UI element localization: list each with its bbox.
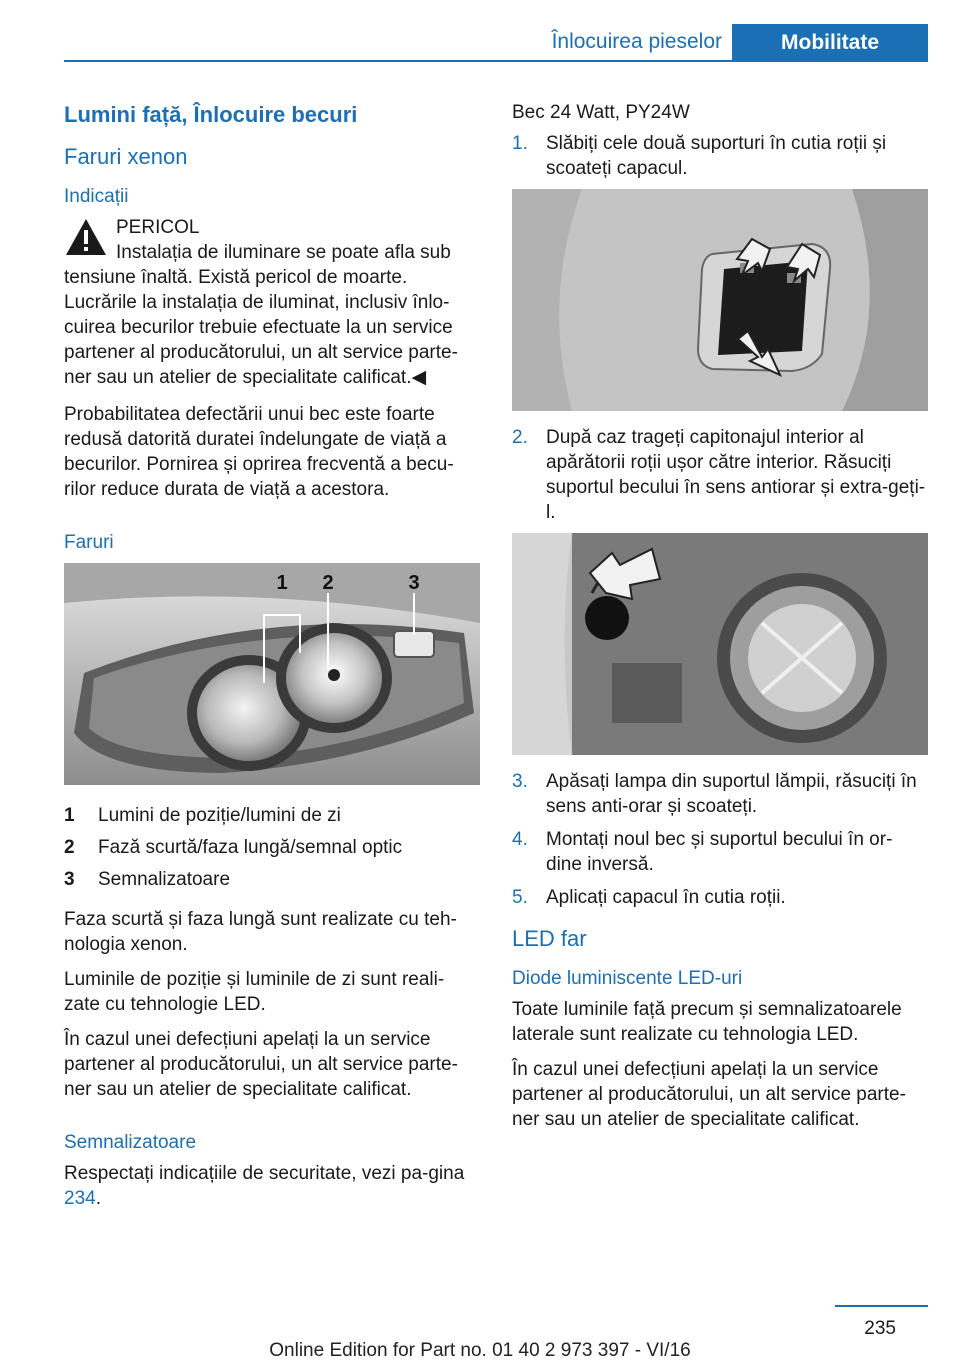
- header-chapter-tab[interactable]: Mobilitate: [732, 24, 928, 62]
- warning-triangle-icon: [64, 217, 108, 257]
- steps-list: [512, 131, 928, 181]
- left-column: [64, 100, 480, 1221]
- paragraph-led-lights: Toate luminile față precum și semnalizatoarele laterale sunt realizate cu tehnologia LED.: [512, 999, 902, 1045]
- footer-rule: [835, 1305, 928, 1307]
- wheel-cover-figure: [512, 189, 928, 411]
- figure-label-2: 2: [322, 572, 334, 594]
- paragraph-led: Luminile de poziție și luminile de zi sunt reali-zate cu tehnologie LED.: [64, 969, 445, 1015]
- legend-item: 2 Fază scurtă/faza lungă/semnal optic: [64, 836, 403, 858]
- paragraph-xenon: Faza scurtă și faza lungă sunt realizate cu teh-nologia xenon.: [64, 909, 457, 955]
- step-item: 4. Montați noul bec și suportul becului în or-dine inversă.: [512, 829, 893, 875]
- warning-label: PERICOL: [116, 217, 200, 238]
- step-item: 2. După caz trageți capitonajul interior al apărătorii roții ușor către interior. Răsuciți suportul becului în sens antiorar și extra-geți-l.: [512, 427, 926, 523]
- step-item: 1. Slăbiți cele două suporturi în cutia roții și scoateți capacul.: [512, 133, 887, 179]
- section-title: Lumini față, Înlocuire becuri: [64, 102, 358, 127]
- paragraph-probability: Probabilitatea defectării unui bec este foarte redusă datorită duratei îndelungate de viață a becurilor. Pornirea și oprirea frecventă a becu-rilor reduce durata de viață a acestora.: [64, 404, 454, 500]
- legend-item: 3 Semnalizatoare: [64, 868, 231, 890]
- steps-list: [512, 769, 928, 910]
- headlight-figure: [64, 563, 480, 785]
- edition-note: Online Edition for Part no. 01 40 2 973 397 - VI/16: [269, 1340, 691, 1361]
- header-section-title: Înlocuirea pieselor: [551, 30, 722, 53]
- subsection-title: Faruri xenon: [64, 144, 188, 169]
- notes-heading: Indicații: [64, 186, 129, 207]
- warning-block: [64, 215, 480, 265]
- steps-list: [512, 425, 928, 525]
- step-item: 3. Apăsați lampa din suportul lămpii, răsuciți în sens anti-orar și scoateți.: [512, 771, 917, 817]
- bulb-holder-figure: [512, 533, 928, 755]
- paragraph-signals: Respectați indicațiile de securitate, vezi pa-gina 234.: [64, 1163, 465, 1209]
- figure-label-1: 1: [276, 572, 288, 594]
- legend-item: 1 Lumini de poziție/lumini de zi: [64, 804, 341, 826]
- figure-label-3: 3: [408, 572, 420, 594]
- led-heading: LED far: [512, 926, 587, 951]
- page-number: 235: [864, 1318, 896, 1339]
- signals-heading: Semnalizatoare: [64, 1132, 197, 1153]
- paragraph-defect: În cazul unei defecțiuni apelați la un service partener al producătorului, un alt service parte-ner sau un atelier de specialitate calificat.: [64, 1029, 458, 1100]
- header-rule: [64, 60, 928, 62]
- warning-text-lead: Instalația de iluminare se poate afla sub: [116, 242, 451, 263]
- page-header: [0, 0, 960, 62]
- bulb-spec: Bec 24 Watt, PY24W: [512, 102, 690, 123]
- led-subheading: Diode luminiscente LED-uri: [512, 968, 743, 989]
- figure-legend: [64, 799, 480, 895]
- step-item: 5. Aplicați capacul în cutia roții.: [512, 887, 786, 908]
- page-link[interactable]: 234: [64, 1188, 96, 1209]
- right-column: [512, 100, 928, 1142]
- paragraph-led-defect: În cazul unei defecțiuni apelați la un service partener al producătorului, un alt service parte-ner sau un atelier de specialitate calificat.: [512, 1059, 906, 1130]
- headlights-heading: Faruri: [64, 532, 114, 553]
- warning-text: tensiune înaltă. Există pericol de moarte. Lucrările la instalația de iluminat, inclusiv înlo-cuirea becurilor trebuie efectuate la un service partener al producătorului, un alt service parte-ner sau un atelier de specialitate calificat.◀: [64, 267, 458, 388]
